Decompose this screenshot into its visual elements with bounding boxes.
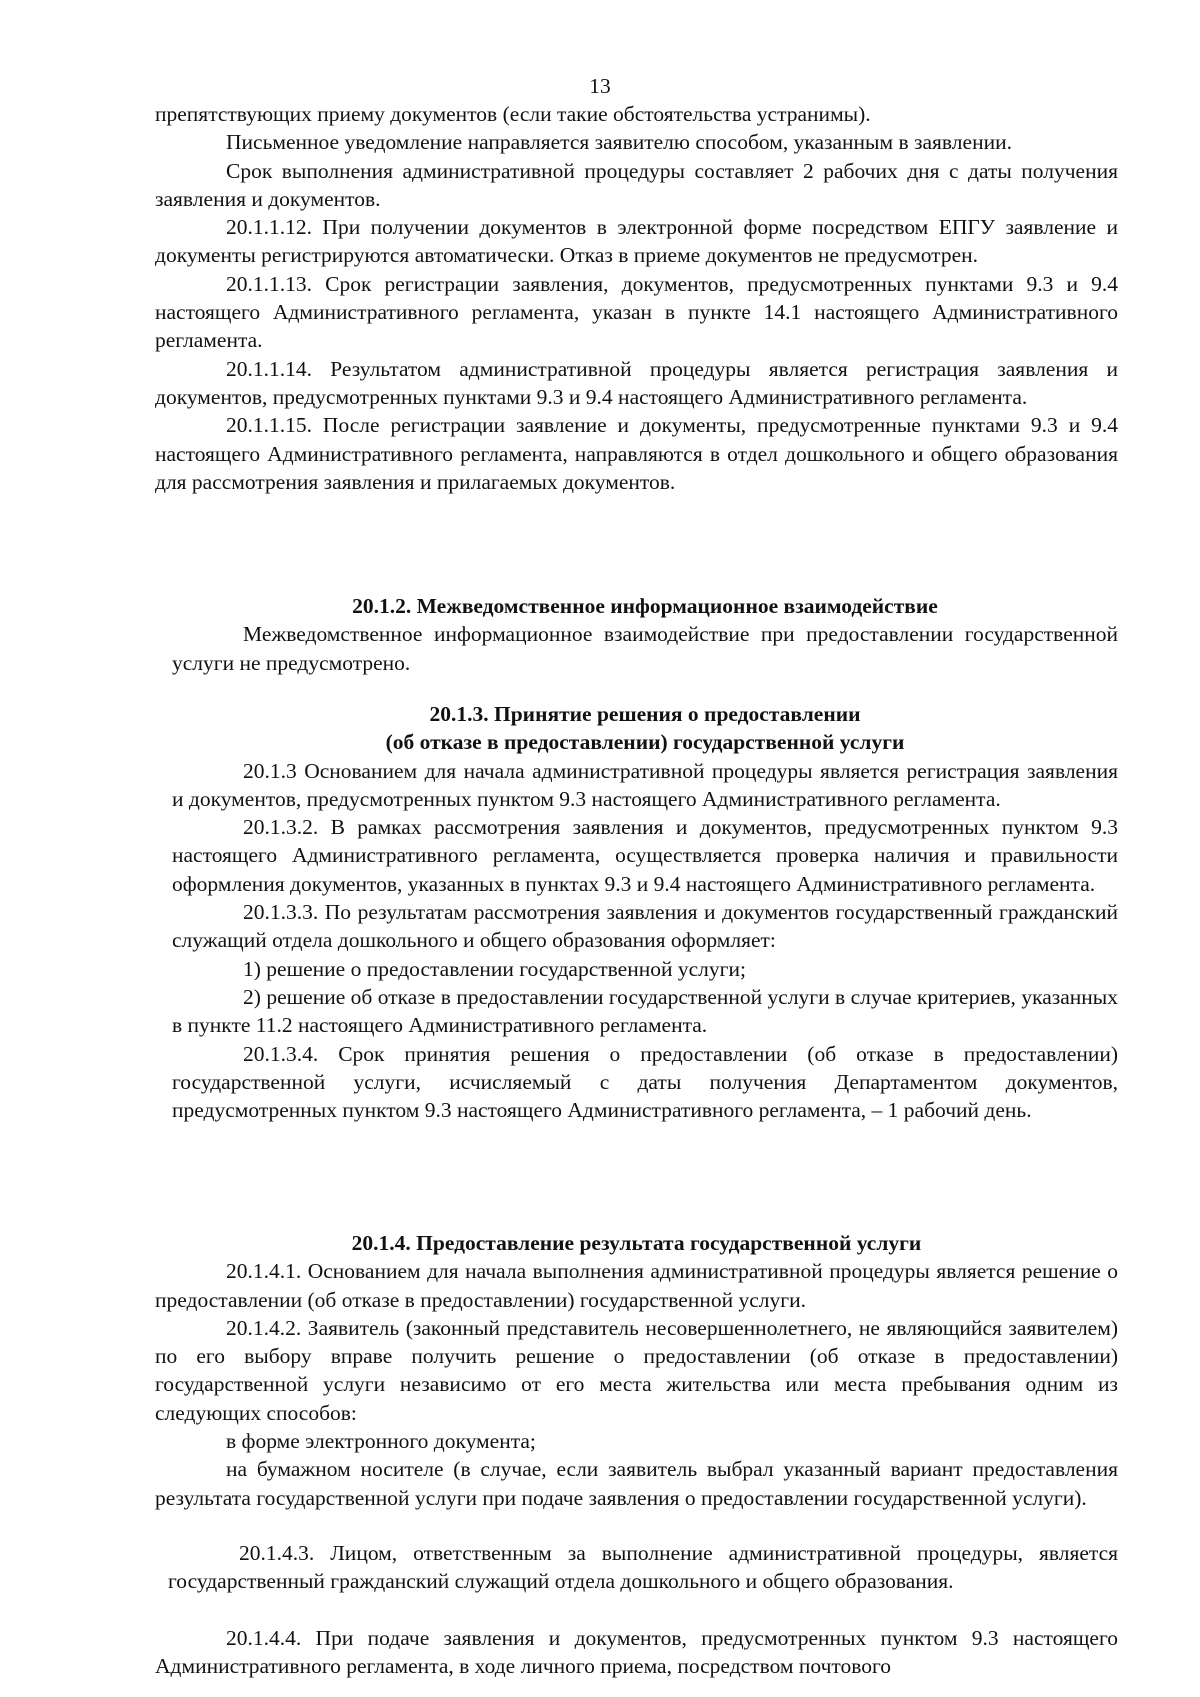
section-20-1-4-3 <box>168 1539 1118 1596</box>
page-number: 13 <box>589 74 611 98</box>
section-heading: 20.1.3. Принятие решения о предоставлении <box>429 702 861 726</box>
list-item: 2) решение об отказе в предоставлении государственной услуги в случае критериев, указанных в пункте 11.2 настоящего Административного регламента. <box>172 984 1118 1038</box>
paragraph: 20.1.3.3. По результатам рассмотрения заявления и документов государственный гражданский служащий отдела дошкольного и общего образования оформляет: <box>172 900 1118 953</box>
section-20-1-2 <box>172 592 1118 677</box>
section-heading-line2: (об отказе в предоставлении) государственной услуги <box>385 730 905 755</box>
paragraph: 20.1.1.13. Срок регистрации заявления, документов, предусмотренных пунктами 9.3 и 9.4 настоящего Административного регламента, указан в пункте 14.1 настоящего Административного регламента. <box>155 271 1118 353</box>
paragraph: 20.1.1.12. При получении документов в электронной форме посредством ЕПГУ заявление и документы регистрируются автоматически. Отказ в приеме документов не предусмотрен. <box>155 215 1118 268</box>
paragraph: 20.1.1.15. После регистрации заявление и документы, предусмотренные пунктами 9.3 и 9.4 настоящего Административного регламента, направляются в отдел дошкольного и общего образования для рассмотрения заявления и прилагаемых документов. <box>155 413 1118 494</box>
section-heading: 20.1.4. Предоставление результата государственной услуги <box>351 1231 922 1255</box>
section-heading: 20.1.2. Межведомственное информационное взаимодействие <box>352 594 938 618</box>
section-20-1-4-4 <box>155 1624 1118 1681</box>
paragraph: 20.1.4.2. Заявитель (законный представитель несовершеннолетнего, не являющийся заявителем) по его выбору вправе получить решение о предоставлении (об отказе в предоставлении) государственной услуги независимо от его места жительства или места пребывания одним из следующих способов: <box>155 1315 1118 1425</box>
paragraph: 20.1.3 Основанием для начала административной процедуры является регистрация заявления и документов, предусмотренных пунктом 9.3 настоящего Административного регламента. <box>172 758 1118 811</box>
list-item: в форме электронного документа; <box>226 1429 536 1454</box>
paragraph: препятствующих приему документов (если такие обстоятельства устранимы). <box>155 102 871 126</box>
list-item: 1) решение о предоставлении государственной услуги; <box>243 956 746 981</box>
paragraph: Межведомственное информационное взаимодействие при предоставлении государственной услуги не предусмотрено. <box>172 622 1118 675</box>
paragraph: 20.1.3.2. В рамках рассмотрения заявления и документов, предусмотренных пунктом 9.3 настоящего Административного регламента, осуществляется проверка наличия и правильности оформления документов, указанных в пунктах 9.3 и 9.4 настоящего Административного регламента. <box>172 815 1118 896</box>
paragraph: 20.1.1.14. Результатом административной процедуры является регистрация заявления и документов, предусмотренных пунктами 9.3 и 9.4 настоящего Административного регламента. <box>155 356 1118 409</box>
paragraph: Срок выполнения административной процедуры составляет 2 рабочих дня с даты получения заявления и документов. <box>155 158 1118 211</box>
paragraph: 20.1.4.4. При подаче заявления и документов, предусмотренных пунктом 9.3 настоящего Административного регламента, в ходе личного приема, посредством почтового <box>155 1626 1118 1679</box>
paragraph: 20.1.4.3. Лицом, ответственным за выполнение административной процедуры, является государственный гражданский служащий отдела дошкольного и общего образования. <box>168 1541 1118 1594</box>
paragraph: 20.1.4.1. Основанием для начала выполнения административной процедуры является решение о предоставлении (об отказе в предоставлении) государственной услуги. <box>155 1259 1118 1312</box>
section-20-1-1-tail <box>155 100 1118 496</box>
paragraph: 20.1.3.4. Срок принятия решения о предоставлении (об отказе в предоставлении) государственной услуги, исчисляемый с даты получения Департаментом документов, предусмотренных пунктом 9.3 настоящего Административного регламента, – 1 рабочий день. <box>172 1041 1118 1123</box>
list-item: на бумажном носителе (в случае, если заявитель выбрал указанный вариант предоставления результата государственной услуги при подаче заявления о предоставлении государственной услуги). <box>155 1457 1118 1510</box>
section-20-1-4 <box>155 1229 1118 1512</box>
paragraph: Письменное уведомление направляется заявителю способом, указанным в заявлении. <box>226 130 1012 155</box>
section-20-1-3 <box>172 700 1118 1124</box>
